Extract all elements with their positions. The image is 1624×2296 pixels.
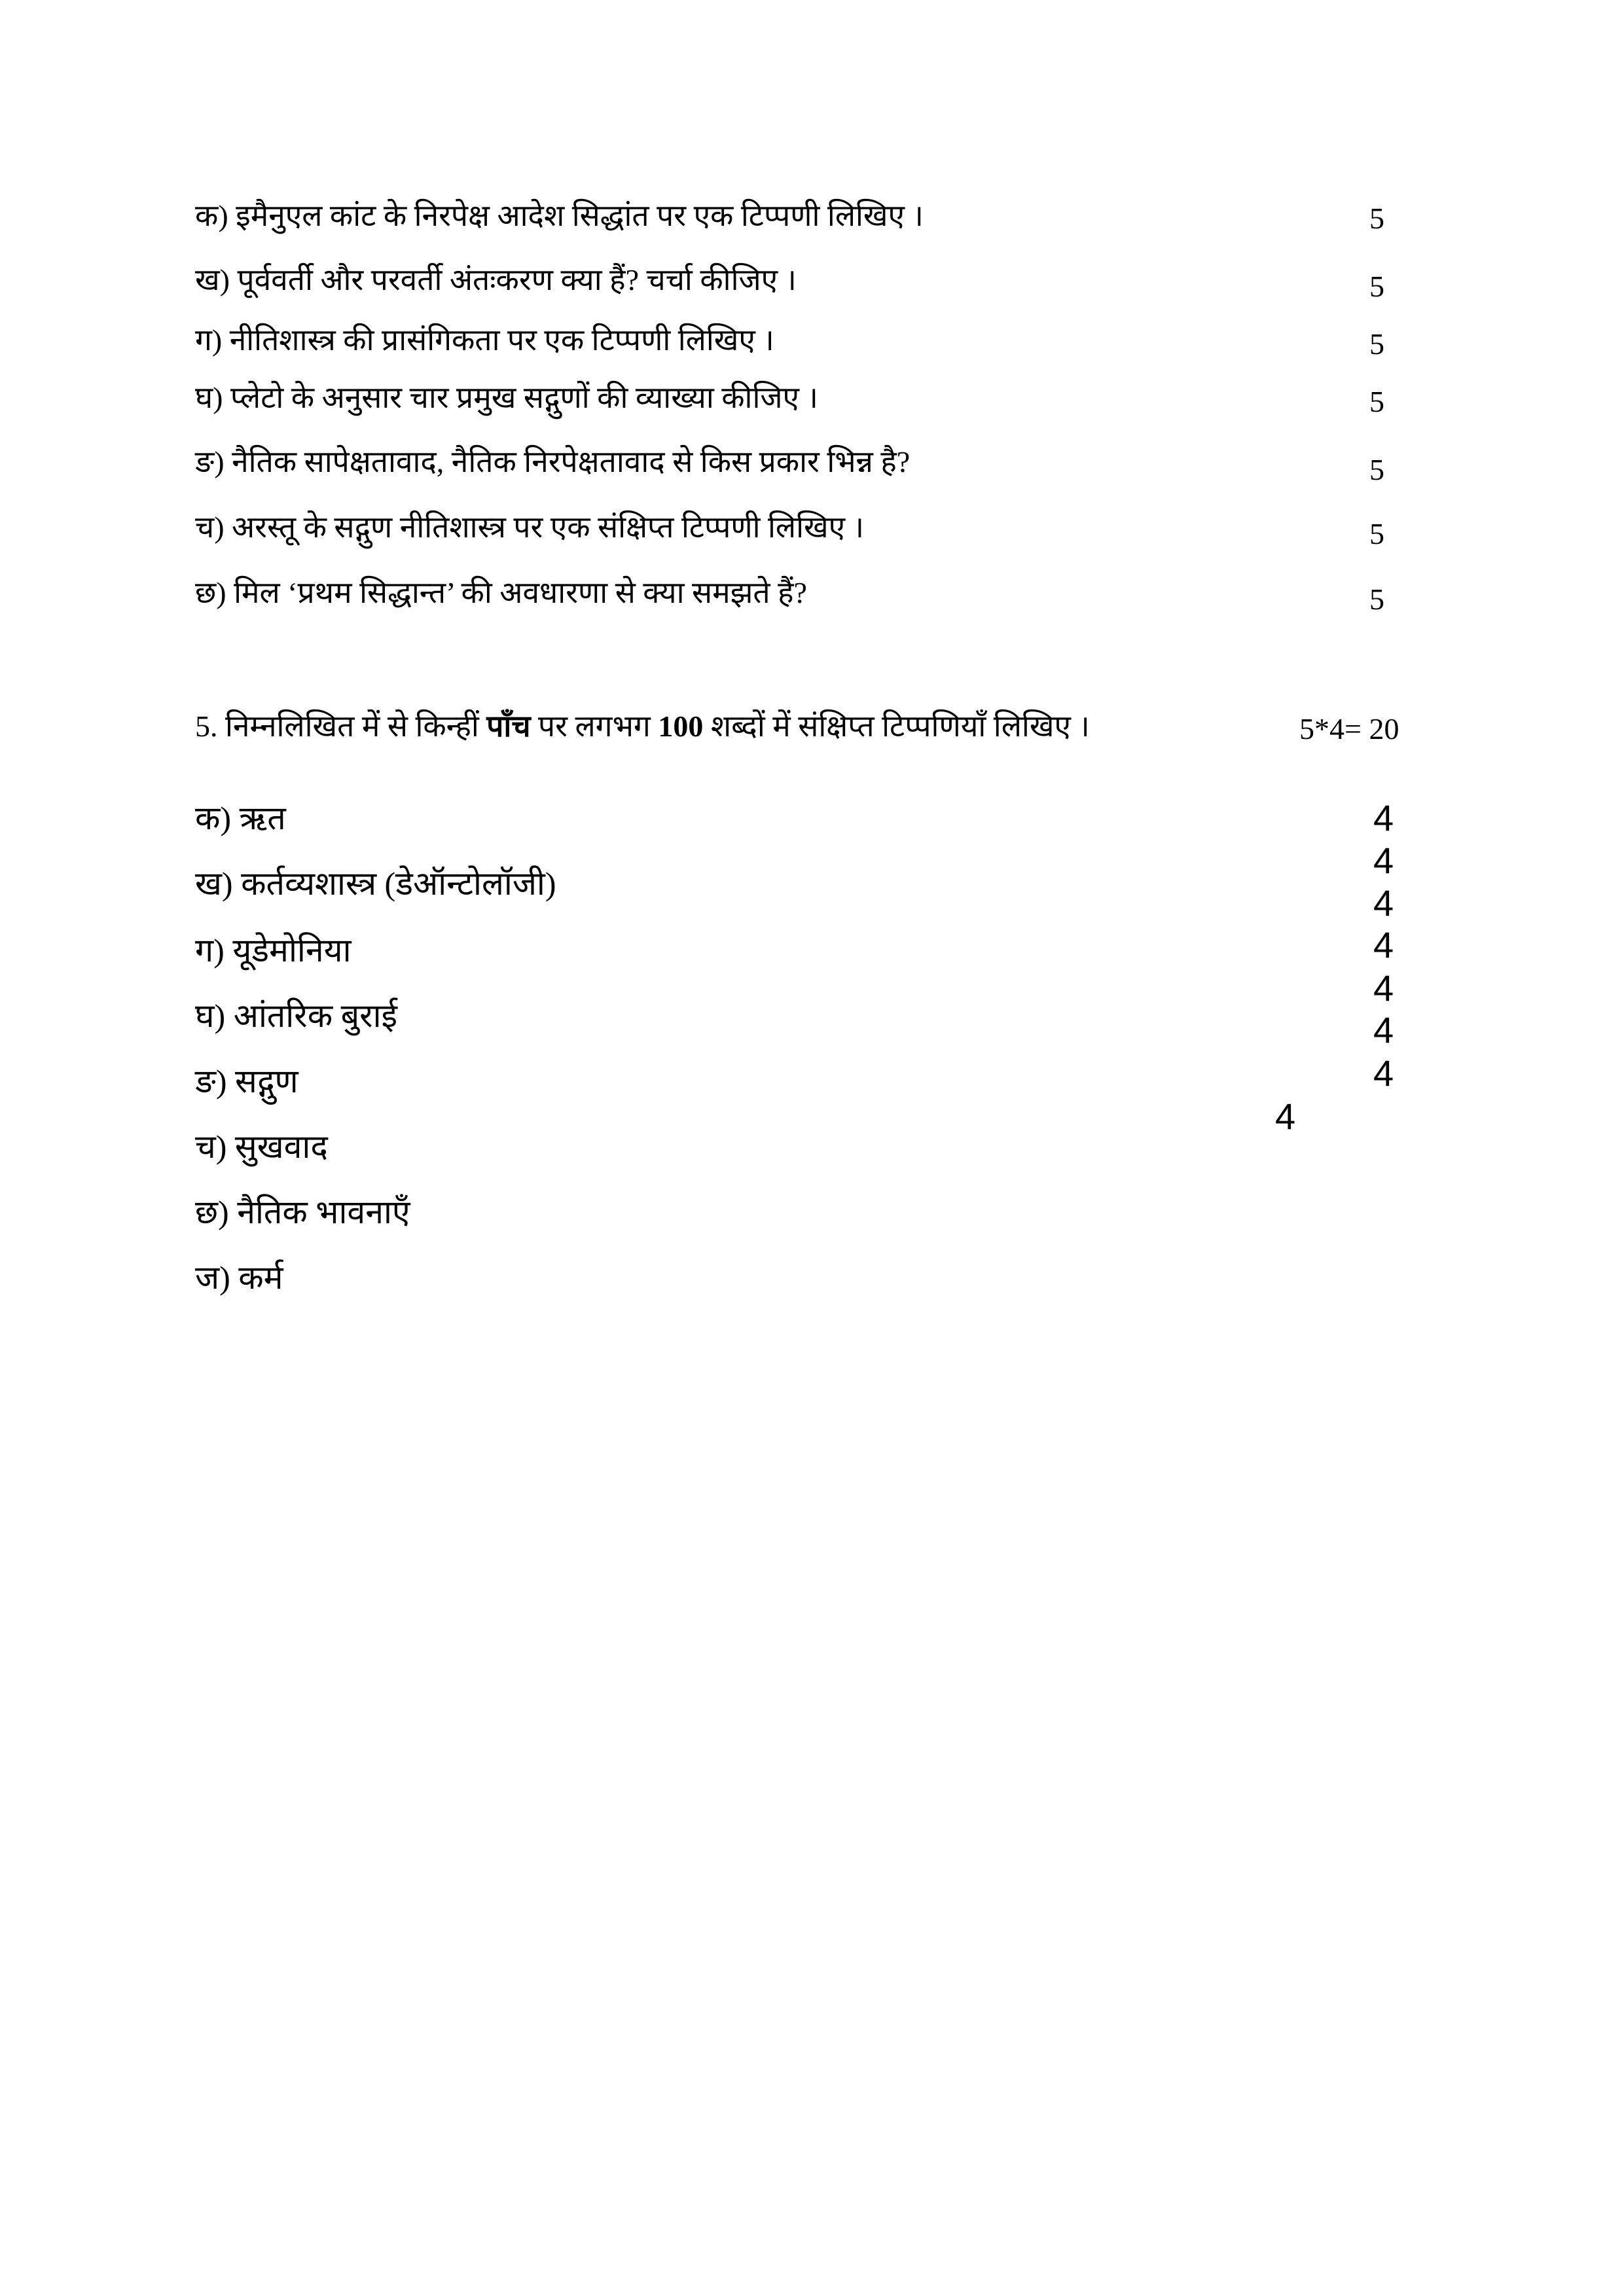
- term-item: [195, 995, 397, 1037]
- item-label: क): [195, 199, 228, 232]
- item-label: ज): [195, 1259, 230, 1296]
- section-5-marks: 5*4= 20: [1299, 712, 1399, 745]
- item-text: नैतिक भावनाएँ: [237, 1194, 410, 1230]
- item-text: अरस्तू के सद्गुण नीतिशास्त्र पर एक संक्षिप्त टिप्पणी लिखिए ।: [232, 511, 865, 544]
- item-label: ख): [195, 865, 233, 902]
- question-item: [195, 508, 864, 547]
- item-text: प्लेटो के अनुसार चार प्रमुख सद्गुणों की व्याख्या कीजिए ।: [230, 381, 818, 414]
- item-text: कर्म: [238, 1259, 283, 1296]
- item-label: क): [195, 800, 232, 836]
- item-text: इमैनुएल कांट के निरपेक्ष आदेश सिद्धांत पर एक टिप्पणी लिखिए ।: [236, 199, 924, 232]
- item-marks: 5: [1369, 270, 1384, 303]
- item-label: ङ): [195, 1063, 227, 1100]
- item-text: सुखवाद: [234, 1128, 328, 1165]
- term-item: [195, 1060, 298, 1102]
- item-label: छ): [195, 1194, 229, 1230]
- item-marks: 5: [1369, 517, 1384, 550]
- word-count: 100: [658, 709, 704, 743]
- question-item: [195, 260, 797, 300]
- item-text: ऋत: [239, 800, 286, 836]
- item-marks: 4: [1373, 882, 1394, 924]
- term-item: [195, 863, 556, 905]
- item-marks: 5: [1369, 385, 1384, 418]
- item-label: घ): [195, 381, 223, 414]
- item-label: ख): [195, 263, 230, 296]
- item-label: च): [195, 1128, 227, 1165]
- question-item: [195, 196, 924, 236]
- item-text: नैतिक सापेक्षतावाद, नैतिक निरपेक्षतावाद से किस प्रकार भिन्न है?: [232, 445, 911, 478]
- item-text: सद्गुण: [235, 1063, 298, 1100]
- item-label: छ): [195, 576, 226, 609]
- item-marks: 5: [1369, 583, 1384, 616]
- item-label: ग): [195, 323, 223, 357]
- item-marks: 4: [1373, 924, 1394, 965]
- instruction-emphasis: पाँच: [486, 709, 531, 743]
- instruction-text: शब्दों में संक्षिप्त टिप्पणियाँ लिखिए ।: [710, 709, 1090, 743]
- item-text: आंतरिक बुराई: [233, 997, 398, 1034]
- item-label: ग): [195, 932, 225, 969]
- term-item: [195, 929, 352, 971]
- instruction-text: पर लगभग: [538, 709, 651, 743]
- item-label: च): [195, 511, 225, 544]
- item-marks: 5: [1369, 202, 1384, 235]
- section-5-heading: [195, 707, 1090, 746]
- term-item: [195, 797, 286, 839]
- item-marks: 4: [1373, 797, 1394, 838]
- item-text: कर्तव्यशास्त्र (डेऑन्टोलॉजी): [241, 865, 556, 902]
- question-item: [195, 321, 774, 360]
- question-item: [195, 442, 910, 482]
- item-text: मिल ‘प्रथम सिद्धान्त’ की अवधारणा से क्या समझते हैं?: [234, 576, 807, 609]
- item-text: यूडेमोनिया: [232, 932, 352, 969]
- item-marks: 5: [1369, 327, 1384, 361]
- item-marks: 5: [1369, 453, 1384, 486]
- item-marks: 4: [1373, 967, 1394, 1009]
- question-item: [195, 378, 818, 418]
- term-item: [195, 1191, 410, 1233]
- item-text: पूर्ववर्ती और परवर्ती अंतःकरण क्या हैं? चर्चा कीजिए ।: [237, 263, 797, 296]
- instruction-text: निम्नलिखित में से किन्हीं: [225, 709, 479, 743]
- item-marks: 4: [1373, 1009, 1394, 1050]
- item-label: घ): [195, 997, 226, 1034]
- question-item: [195, 573, 807, 613]
- question-number: 5.: [195, 709, 218, 743]
- term-item: [195, 1257, 283, 1299]
- item-label: ङ): [195, 445, 225, 478]
- item-marks: 4: [1373, 1052, 1394, 1094]
- item-marks: 4: [1275, 1096, 1296, 1137]
- term-item: [195, 1126, 328, 1168]
- item-text: नीतिशास्त्र की प्रासंगिकता पर एक टिप्पणी लिखिए ।: [229, 323, 774, 357]
- item-marks: 4: [1373, 840, 1394, 881]
